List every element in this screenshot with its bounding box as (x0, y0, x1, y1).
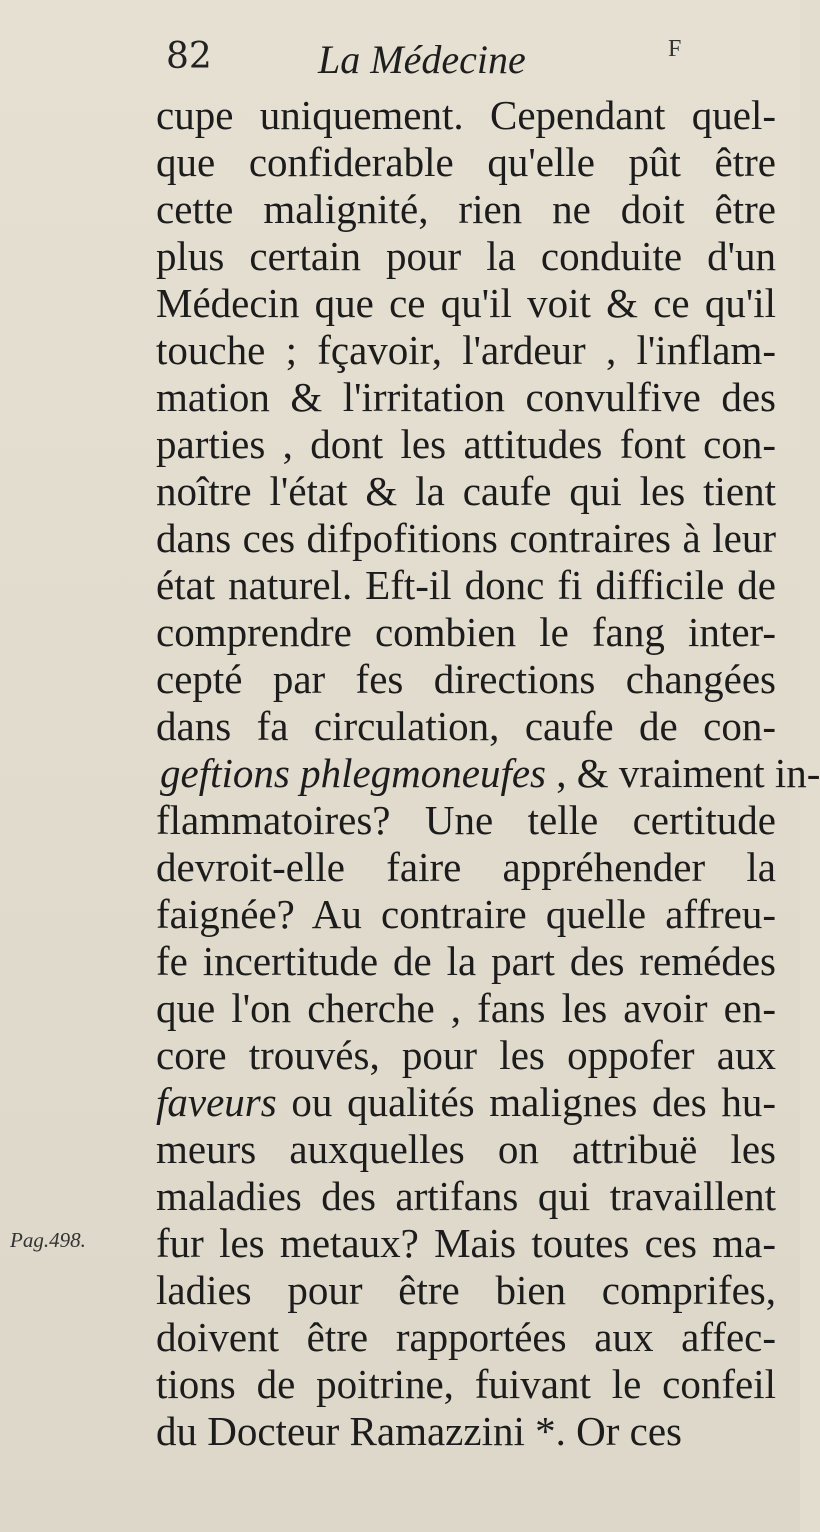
margin-reference: Pag.498. (10, 1228, 86, 1252)
text-line: cette malignité, rien ne doit être (156, 186, 776, 232)
text-line: devroit-elle faire appréhender la (156, 844, 776, 890)
text-line: flammatoires? Une telle certitude (156, 797, 776, 843)
text-line: cupe uniquement. Cependant quel- (156, 92, 776, 138)
text-line: Médecin que ce qu'il voit & ce qu'il (156, 280, 776, 326)
text-line: du Docteur Ramazzini *. Or ces (156, 1408, 682, 1454)
text-line: doivent être rapportées aux affec- (156, 1314, 776, 1360)
text-line: plus certain pour la conduite d'un (156, 233, 776, 279)
text-line: dans ces difpofitions contraires à leur (156, 515, 776, 561)
text-line: noître l'état & la caufe qui les tient (156, 468, 776, 514)
text-line: comprendre combien le fang inter- (156, 609, 776, 655)
text-line: que l'on cherche , fans les avoir en- (156, 985, 776, 1031)
text-line: cepté par fes directions changées (156, 656, 776, 702)
page-number: 82 (166, 36, 212, 77)
text-line: dans fa circulation, caufe de con- (156, 703, 776, 749)
text-line: faveurs ou qualités malignes des hu- (156, 1079, 776, 1125)
text-line: fur les metaux? Mais toutes ces ma- (156, 1220, 776, 1266)
header-mark: F (668, 36, 682, 62)
text-line: ladies pour être bien comprifes, (156, 1267, 776, 1313)
text-line: geftions phlegmoneufes , & vraiment in- (160, 750, 820, 796)
text-line: que confiderable qu'elle pût être (156, 139, 776, 185)
text-line: fe incertitude de la part des remédes (156, 938, 776, 984)
text-line: maladies des artifans qui travaillent (156, 1173, 776, 1219)
text-line: faignée? Au contraire quelle affreu- (156, 891, 776, 937)
text-line: core trouvés, pour les oppofer aux (156, 1032, 776, 1078)
text-line: état naturel. Eft-il donc fi difficile de (156, 562, 776, 608)
text-line: meurs auxquelles on attribuë les (156, 1126, 776, 1172)
page-header (0, 36, 800, 86)
italic-phrase: faveurs (156, 1079, 277, 1125)
text-line: mation & l'irritation convulfive des (156, 374, 776, 420)
running-title: La Médecine (318, 37, 526, 82)
body-text (156, 92, 820, 1455)
text-line: parties , dont les attitudes font con- (156, 421, 776, 467)
italic-phrase: geftions phlegmoneufes (160, 750, 547, 796)
text-line: tions de poitrine, fuivant le confeil (156, 1361, 776, 1407)
text-line: touche ; fçavoir, l'ardeur , l'inflam- (156, 327, 776, 373)
